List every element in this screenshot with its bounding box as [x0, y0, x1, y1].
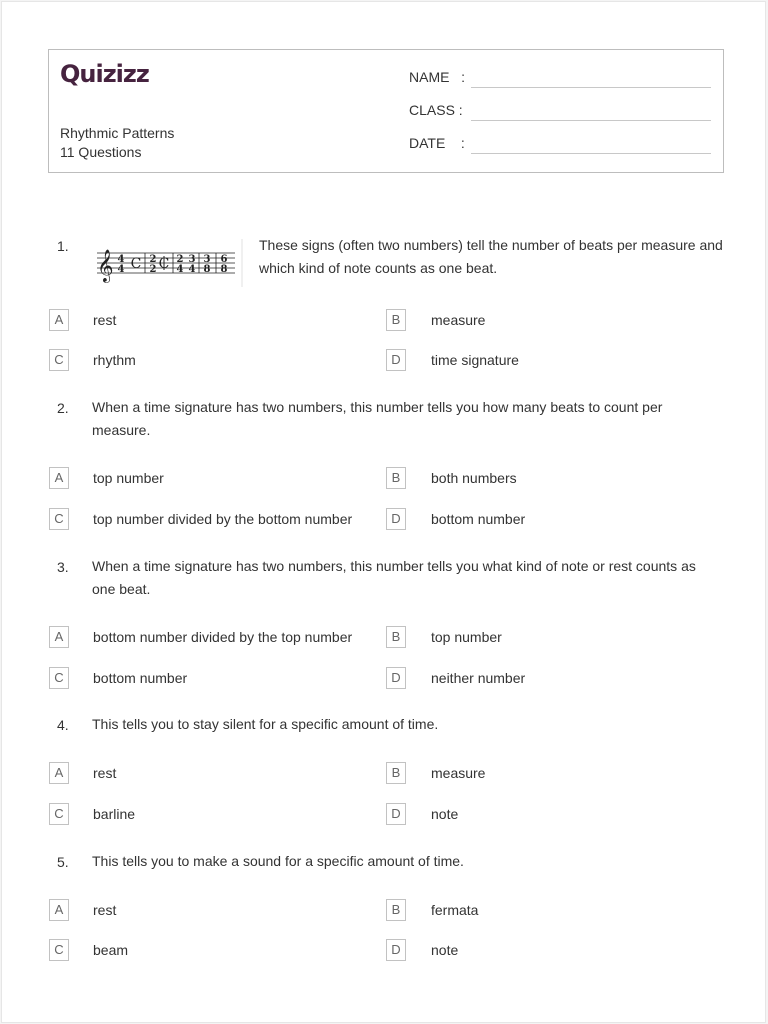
q2-option-d-letter[interactable]: D [386, 508, 406, 530]
q4-option-c-text: barline [93, 806, 136, 822]
q2-option-d-text: bottom number [431, 511, 526, 527]
q3-option-d-letter[interactable]: D [386, 667, 406, 689]
svg-text:8: 8 [220, 264, 228, 275]
q5-option-d-text: note [431, 942, 459, 958]
question-2-number: 2. [57, 400, 69, 416]
question-count: 11 Questions [60, 144, 142, 160]
worksheet-page [1, 1, 766, 1023]
q4-option-d-letter[interactable]: D [386, 803, 406, 825]
q1-option-c-text: rhythm [93, 352, 136, 368]
q3-option-d-text: neither number [431, 670, 526, 686]
q5-option-c-text: beam [93, 942, 129, 958]
q1-option-c-letter[interactable]: C [49, 349, 69, 371]
q3-option-c-text: bottom number [93, 670, 188, 686]
quiz-title: Rhythmic Patterns [60, 125, 175, 141]
name-line[interactable] [471, 87, 711, 88]
q5-option-a-text: rest [93, 902, 117, 918]
q1-option-d-text: time signature [431, 352, 519, 368]
svg-text:3: 3 [203, 254, 211, 265]
q2-option-b-letter[interactable]: B [386, 467, 406, 489]
date-label: DATE : [409, 135, 465, 151]
date-line[interactable] [471, 153, 711, 154]
question-5-number: 5. [57, 854, 69, 870]
q3-option-b-letter[interactable]: B [386, 626, 406, 648]
q1-option-d-letter[interactable]: D [386, 349, 406, 371]
svg-text:𝄞: 𝄞 [97, 249, 114, 282]
svg-text:6: 6 [220, 254, 228, 265]
q3-option-c-letter[interactable]: C [49, 667, 69, 689]
question-4-text: This tells you to stay silent for a specific amount of time. [92, 716, 439, 732]
q5-option-b-letter[interactable]: B [386, 899, 406, 921]
q3-option-a-text: bottom number divided by the top number [93, 629, 353, 645]
question-2-text: When a time signature has two numbers, this number tells you how many beats to count per measure. [92, 399, 663, 438]
svg-text:2: 2 [149, 254, 157, 265]
q3-option-a-letter[interactable]: A [49, 626, 69, 648]
svg-text:3: 3 [188, 254, 196, 265]
question-1-text: These signs (often two numbers) tell the number of beats per measure and which kind of note counts as one beat. [259, 237, 723, 276]
svg-text:2: 2 [149, 264, 157, 275]
q1-option-a-letter[interactable]: A [49, 309, 69, 331]
quizizz-logo: Quizizz [60, 60, 149, 88]
question-4-number: 4. [57, 717, 69, 733]
q4-option-b-text: measure [431, 765, 486, 781]
svg-text:4: 4 [117, 264, 125, 275]
q5-option-c-letter[interactable]: C [49, 939, 69, 961]
svg-text:C: C [158, 256, 170, 272]
q1-option-b-text: measure [431, 312, 486, 328]
worksheet-header [48, 49, 724, 173]
svg-text:4: 4 [176, 264, 184, 275]
question-3-number: 3. [57, 559, 69, 575]
q1-option-b-letter[interactable]: B [386, 309, 406, 331]
q4-option-b-letter[interactable]: B [386, 762, 406, 784]
svg-text:4: 4 [188, 264, 196, 275]
q4-option-d-text: note [431, 806, 459, 822]
q4-option-a-text: rest [93, 765, 117, 781]
time-signatures-staff-image [95, 239, 243, 287]
q5-option-b-text: fermata [431, 902, 479, 918]
q1-option-a-text: rest [93, 312, 117, 328]
q2-option-a-letter[interactable]: A [49, 467, 69, 489]
q4-option-a-letter[interactable]: A [49, 762, 69, 784]
svg-text:2: 2 [176, 254, 184, 265]
svg-text:8: 8 [203, 264, 211, 275]
class-line[interactable] [471, 120, 711, 121]
q5-option-a-letter[interactable]: A [49, 899, 69, 921]
q2-option-c-text: top number divided by the bottom number [93, 511, 353, 527]
name-label: NAME : [409, 69, 466, 85]
question-3-text: When a time signature has two numbers, this number tells you what kind of note or rest counts as one beat. [92, 558, 696, 597]
svg-text:4: 4 [117, 254, 125, 265]
q3-option-b-text: top number [431, 629, 502, 645]
question-5-text: This tells you to make a sound for a specific amount of time. [92, 853, 464, 869]
q2-option-a-text: top number [93, 470, 164, 486]
q4-option-c-letter[interactable]: C [49, 803, 69, 825]
q2-option-b-text: both numbers [431, 470, 517, 486]
class-label: CLASS : [409, 102, 463, 118]
q2-option-c-letter[interactable]: C [49, 508, 69, 530]
svg-text:C: C [130, 256, 142, 272]
question-1-number: 1. [57, 238, 69, 254]
q5-option-d-letter[interactable]: D [386, 939, 406, 961]
